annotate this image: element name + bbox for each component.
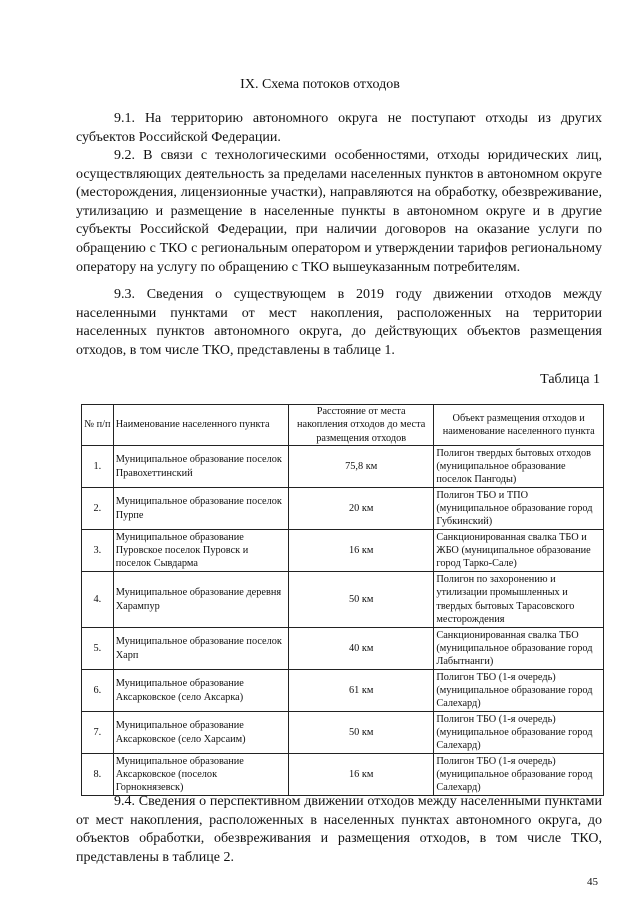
cell-num: 8. — [82, 754, 114, 796]
paragraph-9-3 — [76, 286, 602, 360]
paragraph-9-3-text: 9.3. Сведения о существующем в 2019 году движении отходов между населенными пунктами от мест накопления, расположенных на территории населенных пунктов автономного округа, до действующих объектов размещения отходов, в том числе ТКО, представлены в таблице 1. — [76, 287, 602, 358]
cell-distance: 40 км — [288, 628, 433, 670]
cell-distance: 61 км — [288, 670, 433, 712]
header-num: № п/п — [82, 405, 114, 446]
paragraph-9-2-text: 9.2. В связи с технологическими особенностями, отходы юридических лиц, осуществляющих деятельность за пределами населенных пунктов в автономном округе (месторождения, лицензионные участки), направляются на обработку, обезвреживание, утилизацию и размещение в населенные пункты в автономном округе и в другие субъекты Российской Федерации, при наличии договоров на оказание услуги по обращению с ТКО с региональным оператором и утверждении тарифов региональному оператору на услугу по обращению с ТКО вышеуказанным потребителям. — [76, 148, 602, 275]
section-title: IX. Схема потоков отходов — [240, 77, 400, 92]
cell-object: Санкционированная свалка ТБО и ЖБО (муниципальное образование город Тарко-Сале) — [434, 530, 604, 572]
cell-name: Муниципальное образование Аксарковское (село Харсаим) — [113, 712, 288, 754]
paragraph-9-4-text: 9.4. Сведения о перспективном движении отходов между населенными пунктами от мест накопления, расположенных в населенных пунктах автономного округа, до объектов обработки, обезвреживания и размещения отходов, в том числе ТКО, представлены в таблице 2. — [76, 794, 602, 865]
cell-distance: 16 км — [288, 754, 433, 796]
header-object: Объект размещения отходов и наименование населенного пункта — [434, 405, 604, 446]
cell-name: Муниципальное образование Пуровское поселок Пуровск и поселок Сывдарма — [113, 530, 288, 572]
cell-num: 2. — [82, 488, 114, 530]
cell-object: Полигон твердых бытовых отходов (муниципальное образование поселок Пангоды) — [434, 446, 604, 488]
table-row — [82, 446, 604, 488]
paragraph-9-4 — [76, 793, 602, 867]
cell-name: Муниципальное образование поселок Харп — [113, 628, 288, 670]
table-row — [82, 628, 604, 670]
cell-distance: 20 км — [288, 488, 433, 530]
cell-name: Муниципальное образование поселок Пурпе — [113, 488, 288, 530]
cell-num: 5. — [82, 628, 114, 670]
table-row — [82, 530, 604, 572]
waste-flow-table — [81, 404, 604, 796]
header-distance: Расстояние от места накопления отходов до места размещения отходов — [288, 405, 433, 446]
table-caption: Таблица 1 — [540, 372, 600, 387]
cell-object: Санкционированная свалка ТБО (муниципальное образование город Лабытнанги) — [434, 628, 604, 670]
paragraph-9-2 — [76, 147, 602, 277]
cell-num: 1. — [82, 446, 114, 488]
cell-object: Полигон ТБО (1-я очередь) (муниципальное образование город Салехард) — [434, 754, 604, 796]
cell-num: 4. — [82, 572, 114, 628]
cell-num: 6. — [82, 670, 114, 712]
cell-name: Муниципальное образование деревня Харампур — [113, 572, 288, 628]
table-header-row — [82, 405, 604, 446]
cell-distance: 50 км — [288, 572, 433, 628]
cell-name: Муниципальное образование поселок Правохеттинский — [113, 446, 288, 488]
cell-name: Муниципальное образование Аксарковское (село Аксарка) — [113, 670, 288, 712]
table-row — [82, 754, 604, 796]
cell-object: Полигон по захоронению и утилизации промышленных и твердых бытовых Тарасовского месторождения — [434, 572, 604, 628]
cell-num: 7. — [82, 712, 114, 754]
cell-object: Полигон ТБО (1-я очередь) (муниципальное образование город Салехард) — [434, 670, 604, 712]
cell-distance: 16 км — [288, 530, 433, 572]
header-name: Наименование населенного пункта — [113, 405, 288, 446]
table-row — [82, 488, 604, 530]
cell-distance: 50 км — [288, 712, 433, 754]
cell-distance: 75,8 км — [288, 446, 433, 488]
page-number: 45 — [587, 876, 598, 888]
table-row — [82, 670, 604, 712]
cell-num: 3. — [82, 530, 114, 572]
paragraph-9-1 — [76, 110, 602, 147]
table-row — [82, 712, 604, 754]
cell-object: Полигон ТБО и ТПО (муниципальное образование город Губкинский) — [434, 488, 604, 530]
cell-name: Муниципальное образование Аксарковское (поселок Горнокнязевск) — [113, 754, 288, 796]
table-row — [82, 572, 604, 628]
paragraph-9-1-text: 9.1. На территорию автономного округа не поступают отходы из других субъектов Российской Федерации. — [76, 111, 602, 145]
cell-object: Полигон ТБО (1-я очередь) (муниципальное образование город Салехард) — [434, 712, 604, 754]
